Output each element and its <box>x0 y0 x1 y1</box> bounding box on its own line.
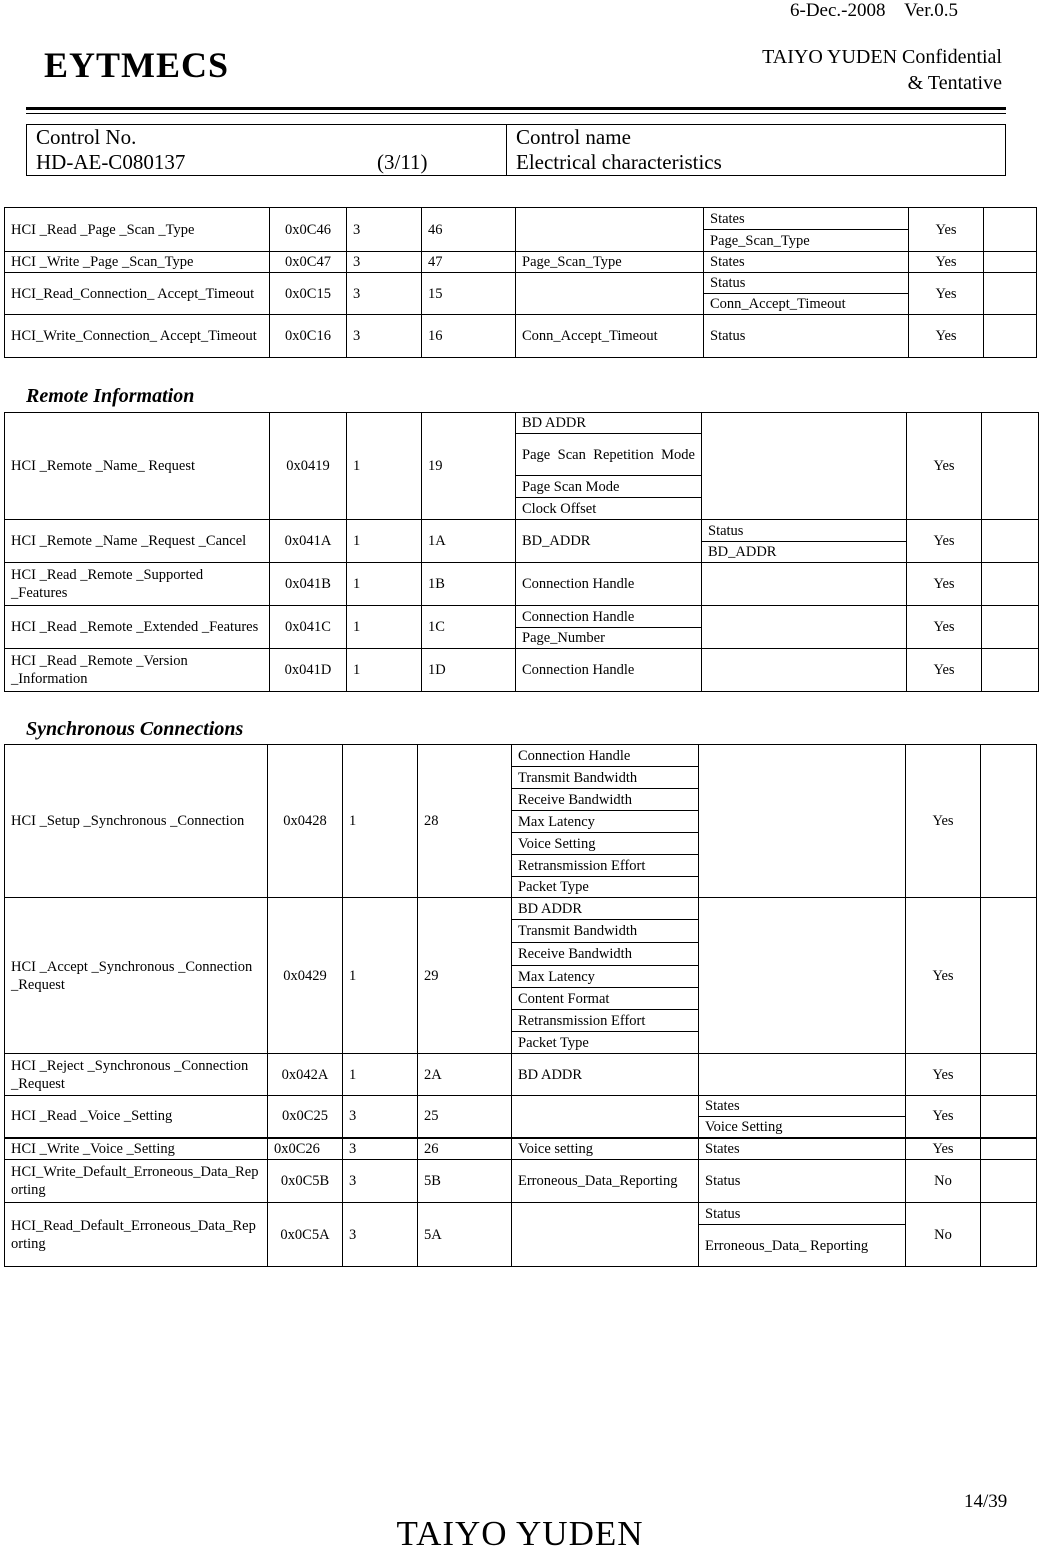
cmd-code: 29 <box>418 898 512 1054</box>
cmd-note <box>981 1096 1037 1138</box>
control-name-label: Control name <box>516 125 631 149</box>
cmd-ocf: 0x0419 <box>270 413 347 520</box>
cmd-ogf: 1 <box>347 563 422 606</box>
cmd-supported: Yes <box>909 273 984 315</box>
cmd-supported: Yes <box>906 898 981 1054</box>
cmd-ocf: 0x0C47 <box>270 252 347 273</box>
section-title-sync: Synchronous Connections <box>26 718 244 740</box>
cmd-param: Page Scan Repetition Mode <box>516 434 702 476</box>
cmd-supported: Yes <box>909 315 984 358</box>
cmd-param: Transmit Bandwidth <box>512 920 699 943</box>
cmd-return: States <box>699 1138 906 1160</box>
control-no-label: Control No. <box>36 125 137 149</box>
cmd-param: Page Scan Mode <box>516 476 702 498</box>
table-row <box>5 315 1037 358</box>
table-row <box>5 563 1039 606</box>
cmd-name: HCI _Reject _Synchronous _Connection _Request <box>5 1054 268 1096</box>
cmd-return: Status <box>702 520 907 542</box>
hci-table-host-controller <box>4 207 1037 358</box>
table-row <box>5 606 1039 628</box>
cmd-ocf: 0x0C15 <box>270 273 347 315</box>
cmd-code: 5B <box>418 1160 512 1203</box>
cmd-note <box>982 413 1039 520</box>
control-page: (3/11) <box>377 150 428 174</box>
cmd-note <box>982 649 1039 692</box>
cmd-supported: Yes <box>907 606 982 649</box>
cmd-ogf: 1 <box>347 520 422 563</box>
cmd-name: HCI _Setup _Synchronous _Connection <box>5 745 268 898</box>
cmd-supported: Yes <box>906 1138 981 1160</box>
cmd-ogf: 1 <box>343 745 418 898</box>
cmd-code: 1C <box>422 606 516 649</box>
cmd-ocf: 0x0C25 <box>268 1096 343 1138</box>
cmd-supported: Yes <box>906 1096 981 1138</box>
cmd-name: HCI _Write _Page _Scan_Type <box>5 252 270 273</box>
cmd-note <box>981 1138 1037 1160</box>
cmd-param: Connection Handle <box>512 745 699 767</box>
cmd-code: 25 <box>418 1096 512 1138</box>
cmd-param: BD ADDR <box>516 413 702 434</box>
cmd-code: 1B <box>422 563 516 606</box>
cmd-params: Voice setting <box>512 1138 699 1160</box>
cmd-ogf: 3 <box>343 1096 418 1138</box>
cmd-ocf: 0x041A <box>270 520 347 563</box>
cmd-code: 1A <box>422 520 516 563</box>
cmd-ogf: 1 <box>347 413 422 520</box>
cmd-ocf: 0x0C46 <box>270 208 347 252</box>
cmd-params: Connection Handle <box>516 563 702 606</box>
cmd-ocf: 0x0C16 <box>270 315 347 358</box>
cmd-ogf: 3 <box>343 1160 418 1203</box>
cmd-ocf: 0x0429 <box>268 898 343 1054</box>
header-rule-thick <box>26 107 1006 110</box>
cmd-name: HCI_Write_Connection_ Accept_Timeout <box>5 315 270 358</box>
cmd-ogf: 1 <box>347 649 422 692</box>
cmd-params: Erroneous_Data_Reporting <box>512 1160 699 1203</box>
cmd-code: 5A <box>418 1203 512 1267</box>
cmd-supported: Yes <box>907 413 982 520</box>
cmd-param: Content Format <box>512 988 699 1010</box>
cmd-note <box>982 520 1039 563</box>
cmd-name: HCI _Write _Voice _Setting <box>5 1138 268 1160</box>
table-row <box>5 1054 1037 1096</box>
cmd-returns <box>699 745 906 898</box>
cmd-return: Voice Setting <box>699 1117 906 1138</box>
cmd-name: HCI_Write_Default_Erroneous_Data_Reporting <box>5 1160 268 1203</box>
cmd-param: Max Latency <box>512 966 699 988</box>
cmd-supported: Yes <box>906 1054 981 1096</box>
cmd-param: Max Latency <box>512 811 699 833</box>
cmd-ocf: 0x0C5B <box>268 1160 343 1203</box>
cmd-ocf: 0x041C <box>270 606 347 649</box>
cmd-code: 19 <box>422 413 516 520</box>
date-version: 6-Dec.-2008 Ver.0.5 <box>790 0 958 21</box>
cmd-code: 46 <box>422 208 516 252</box>
table-row <box>5 745 1037 767</box>
header-rule-thin <box>26 113 1006 114</box>
hci-table-sync <box>4 744 1037 1267</box>
table-row <box>5 898 1037 920</box>
cmd-ogf: 3 <box>343 1138 418 1160</box>
cmd-param: Receive Bandwidth <box>512 789 699 811</box>
cmd-ogf: 3 <box>347 273 422 315</box>
cmd-supported: Yes <box>909 208 984 252</box>
table-row <box>5 1138 1037 1160</box>
cmd-code: 1D <box>422 649 516 692</box>
table-row <box>5 413 1039 434</box>
cmd-note <box>984 252 1037 273</box>
cmd-name: HCI _Accept _Synchronous _Connection _Request <box>5 898 268 1054</box>
cmd-name: HCI_Read_Connection_ Accept_Timeout <box>5 273 270 315</box>
table-row <box>5 273 1037 294</box>
cmd-ogf: 1 <box>343 898 418 1054</box>
cmd-name: HCI _Remote _Name_ Request <box>5 413 270 520</box>
cmd-param: Packet Type <box>512 877 699 898</box>
cmd-name: HCI _Read _Remote _Version _Information <box>5 649 270 692</box>
cmd-ocf: 0x042A <box>268 1054 343 1096</box>
cmd-note <box>982 606 1039 649</box>
control-no-value: HD-AE-C080137 <box>36 150 186 174</box>
cmd-ogf: 3 <box>347 315 422 358</box>
cmd-note <box>981 1160 1037 1203</box>
cmd-name: HCI_Read_Default_Erroneous_Data_Reporting <box>5 1203 268 1267</box>
page-number: 14/39 <box>964 1491 1008 1512</box>
control-divider <box>506 125 507 175</box>
cmd-ogf: 3 <box>347 252 422 273</box>
cmd-param: Receive Bandwidth <box>512 943 699 966</box>
cmd-returns <box>702 649 907 692</box>
tentative-label: & Tentative <box>907 72 1002 94</box>
cmd-ocf: 0x041D <box>270 649 347 692</box>
cmd-ocf: 0x0C26 <box>268 1138 343 1160</box>
cmd-code: 16 <box>422 315 516 358</box>
cmd-supported: No <box>906 1203 981 1267</box>
cmd-ocf: 0x041B <box>270 563 347 606</box>
cmd-returns <box>702 563 907 606</box>
cmd-params: Connection Handle <box>516 649 702 692</box>
footer-company: TAIYO YUDEN <box>396 1514 644 1553</box>
cmd-return: BD_ADDR <box>702 542 907 563</box>
table-row <box>5 208 1037 230</box>
cmd-supported: Yes <box>909 252 984 273</box>
table-row <box>5 649 1039 692</box>
cmd-note <box>984 315 1037 358</box>
cmd-return: Status <box>704 273 909 294</box>
cmd-ogf: 1 <box>343 1054 418 1096</box>
cmd-param: Retransmission Effort <box>512 855 699 877</box>
cmd-param: Connection Handle <box>516 606 702 628</box>
cmd-return: States <box>704 252 909 273</box>
cmd-note <box>984 208 1037 252</box>
cmd-params <box>516 273 704 315</box>
cmd-code: 15 <box>422 273 516 315</box>
control-name-value: Electrical characteristics <box>516 150 722 174</box>
cmd-note <box>981 745 1037 898</box>
cmd-param: Transmit Bandwidth <box>512 767 699 789</box>
cmd-param: Clock Offset <box>516 498 702 520</box>
cmd-ocf: 0x0428 <box>268 745 343 898</box>
cmd-ocf: 0x0C5A <box>268 1203 343 1267</box>
cmd-code: 26 <box>418 1138 512 1160</box>
cmd-return: Status <box>704 315 909 358</box>
cmd-code: 28 <box>418 745 512 898</box>
cmd-params <box>512 1203 699 1267</box>
cmd-params <box>512 1096 699 1138</box>
cmd-params: BD_ADDR <box>516 520 702 563</box>
table-row <box>5 1096 1037 1117</box>
cmd-param: Packet Type <box>512 1032 699 1054</box>
cmd-note <box>981 1054 1037 1096</box>
cmd-params: Page_Scan_Type <box>516 252 704 273</box>
cmd-return: States <box>699 1096 906 1117</box>
cmd-supported: Yes <box>907 649 982 692</box>
section-title-remote: Remote Information <box>26 385 195 407</box>
cmd-returns <box>702 606 907 649</box>
cmd-name: HCI _Read _Remote _Extended _Features <box>5 606 270 649</box>
cmd-param: Voice Setting <box>512 833 699 855</box>
cmd-ogf: 1 <box>347 606 422 649</box>
cmd-code: 2A <box>418 1054 512 1096</box>
cmd-name: HCI _Read _Page _Scan _Type <box>5 208 270 252</box>
cmd-params: Conn_Accept_Timeout <box>516 315 704 358</box>
cmd-ogf: 3 <box>347 208 422 252</box>
table-row <box>5 252 1037 273</box>
company-logo-text: EYTMECS <box>44 45 230 85</box>
cmd-param: Retransmission Effort <box>512 1010 699 1032</box>
cmd-name: HCI _Remote _Name _Request _Cancel <box>5 520 270 563</box>
cmd-params <box>516 208 704 252</box>
cmd-returns <box>702 413 907 520</box>
cmd-note <box>981 898 1037 1054</box>
cmd-name: HCI _Read _Voice _Setting <box>5 1096 268 1138</box>
cmd-return: Conn_Accept_Timeout <box>704 294 909 315</box>
cmd-return: Status <box>699 1160 906 1203</box>
cmd-note <box>984 273 1037 315</box>
cmd-return: States <box>704 208 909 230</box>
cmd-returns <box>699 898 906 1054</box>
cmd-supported: Yes <box>906 745 981 898</box>
cmd-ogf: 3 <box>343 1203 418 1267</box>
cmd-param: BD ADDR <box>512 898 699 920</box>
cmd-note <box>982 563 1039 606</box>
cmd-supported: Yes <box>907 563 982 606</box>
control-box <box>26 124 1006 176</box>
cmd-supported: No <box>906 1160 981 1203</box>
table-row <box>5 520 1039 542</box>
hci-table-remote <box>4 412 1039 692</box>
cmd-return: Status <box>699 1203 906 1225</box>
cmd-supported: Yes <box>907 520 982 563</box>
table-row <box>5 1203 1037 1225</box>
cmd-note <box>981 1203 1037 1267</box>
cmd-param: Page_Number <box>516 628 702 649</box>
cmd-return: Page_Scan_Type <box>704 230 909 252</box>
cmd-returns <box>699 1054 906 1096</box>
cmd-return: Erroneous_Data_ Reporting <box>699 1225 906 1267</box>
cmd-params: BD ADDR <box>512 1054 699 1096</box>
table-row <box>5 1160 1037 1203</box>
confidential-label: TAIYO YUDEN Confidential <box>762 46 1002 68</box>
cmd-code: 47 <box>422 252 516 273</box>
cmd-name: HCI _Read _Remote _Supported _Features <box>5 563 270 606</box>
